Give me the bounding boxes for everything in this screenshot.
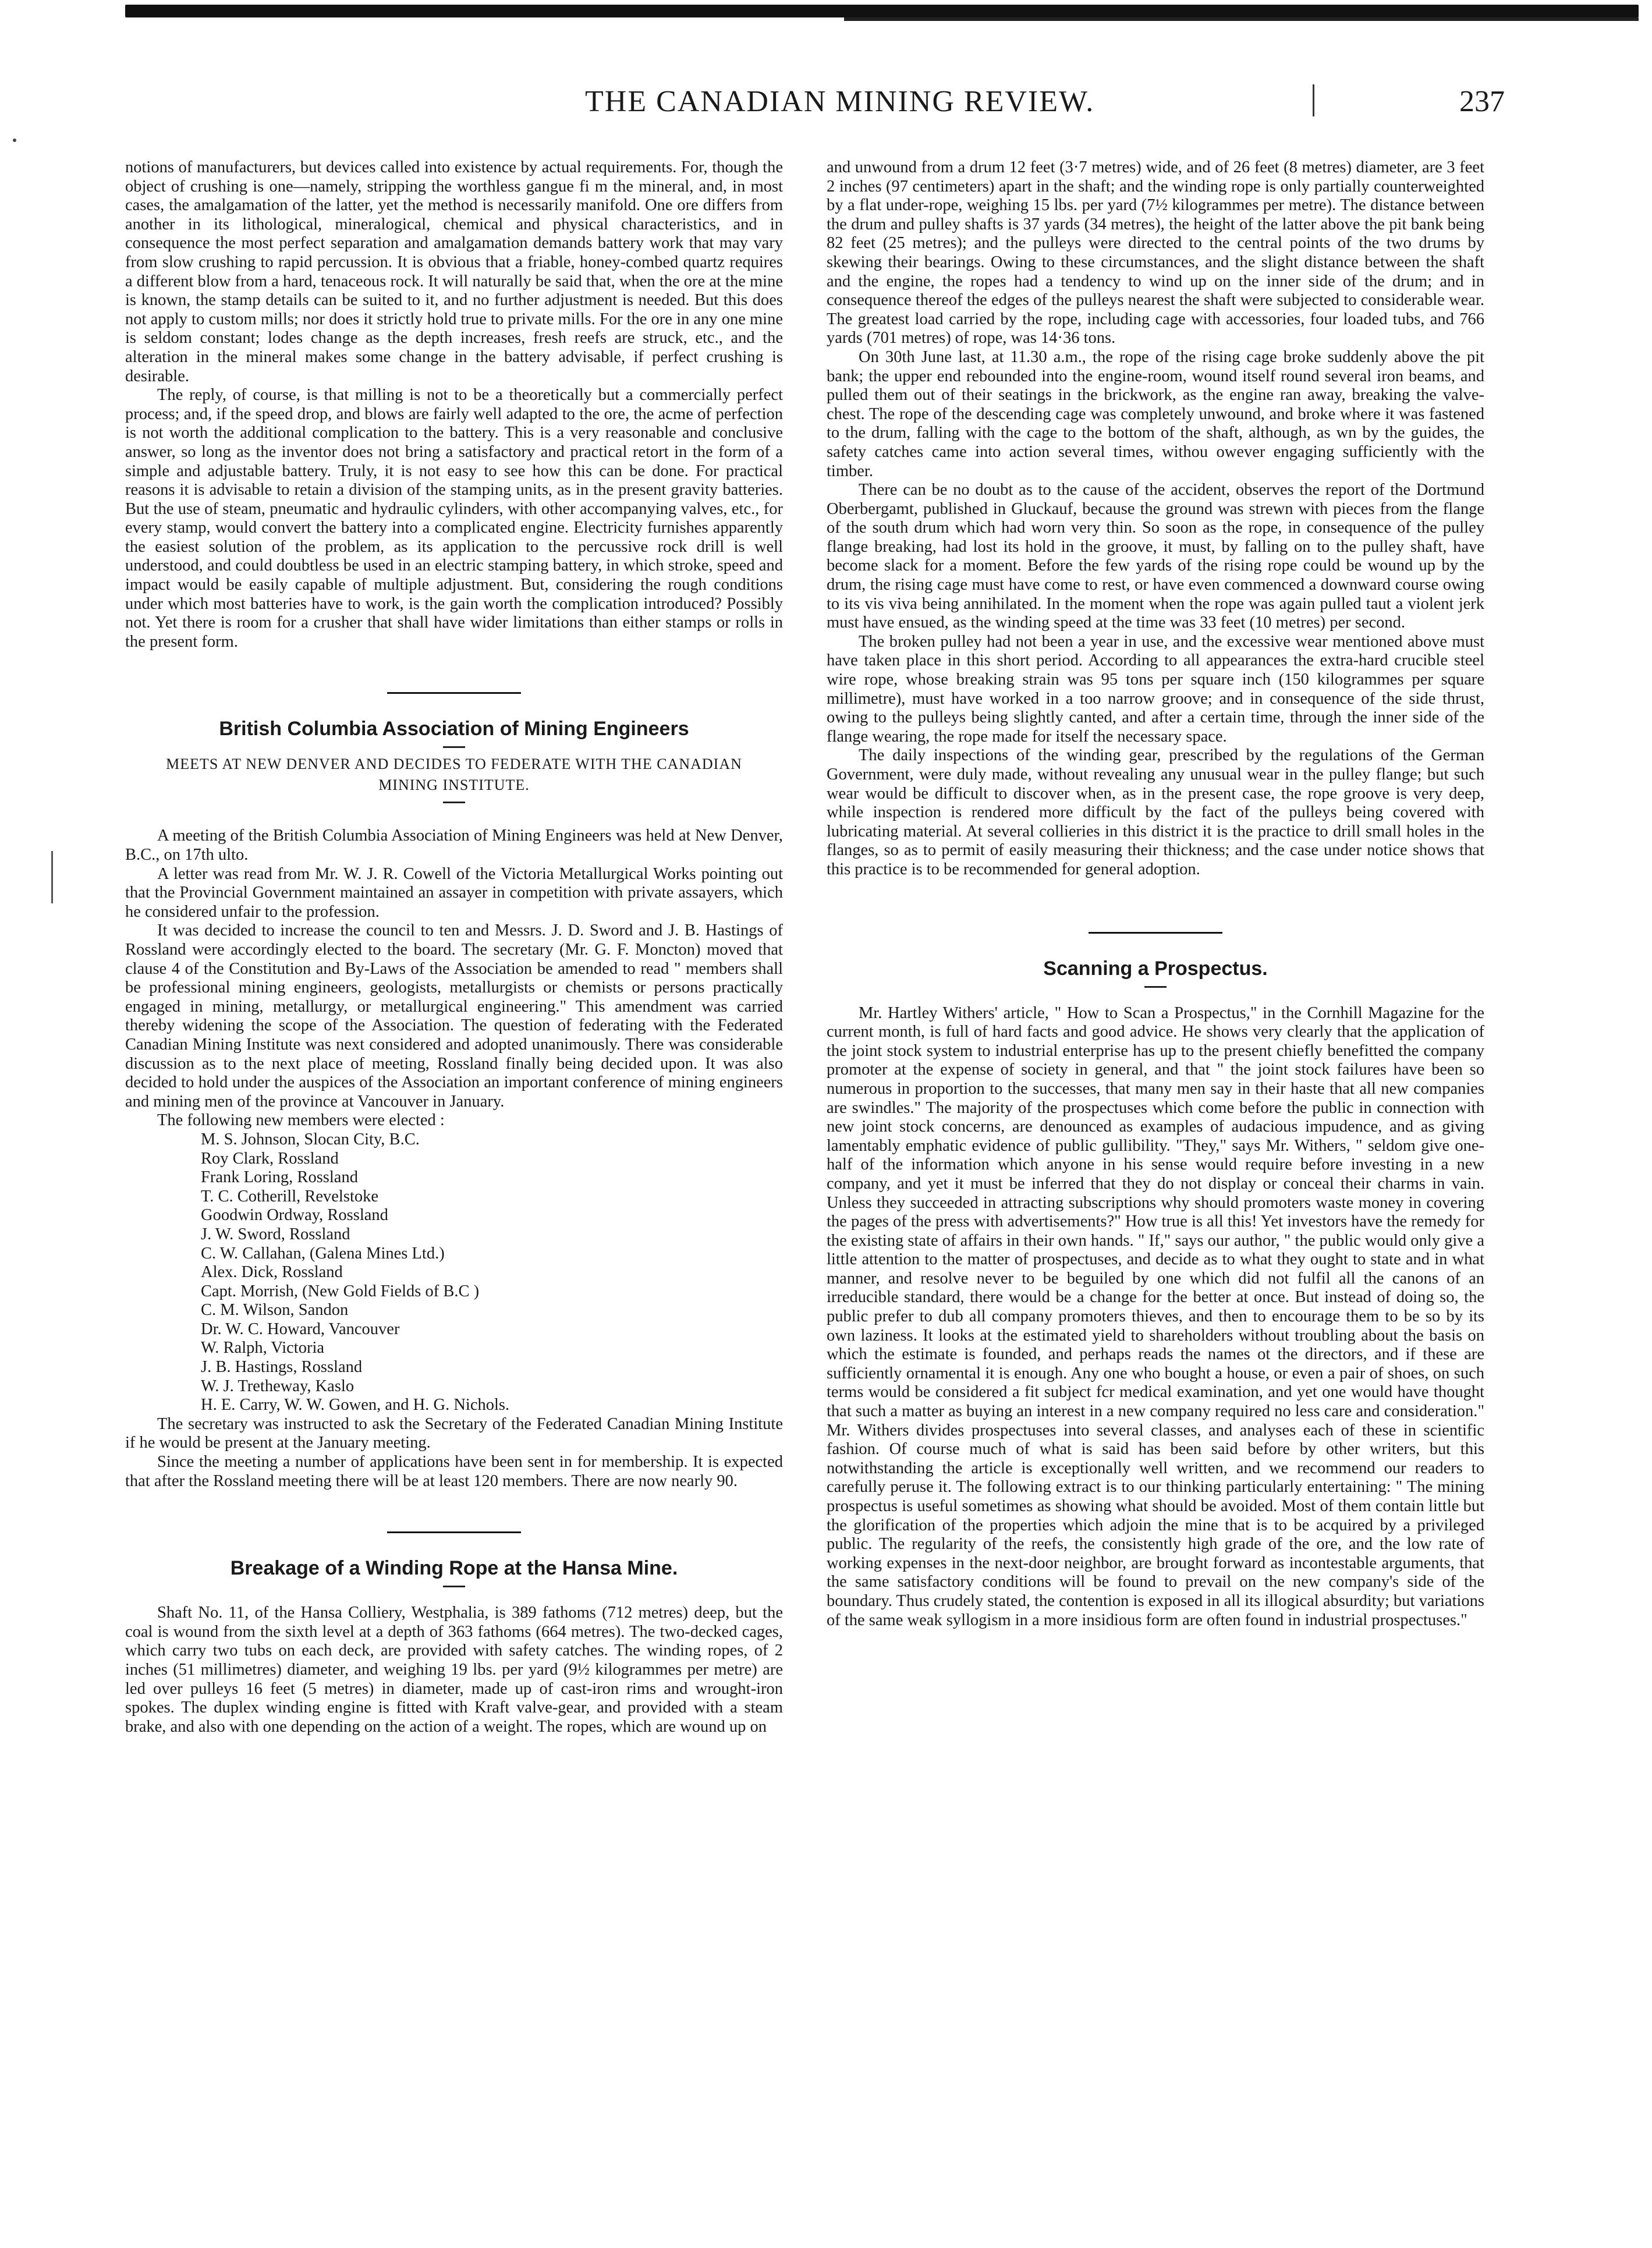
list-item: H. E. Carry, W. W. Gowen, and H. G. Nichols. [201, 1396, 510, 1414]
list-item: C. W. Callahan, (Galena Mines Ltd.) [201, 1244, 445, 1263]
section-subhead: MEETS AT NEW DENVER AND DECIDES TO FEDERATE WITH THE CANADIAN MINING INSTITUTE. [166, 756, 742, 794]
section-title-bc-association: British Columbia Association of Mining Engineers [219, 718, 689, 740]
article-paragraph: It was decided to increase the council to ten and Messrs. J. D. Sword and J. B. Hastings of Rossland were accordingly elected to the board. The secretary (Mr. G. F. Moncton) moved that clause 4 of the Constitution and By-Laws of the Association be amended to read " members shall be professional mining engineers, geologists, metallurgists or chemists or persons practically engaged in mining, metallurgy, or metallurgical engineering." This amendment was carried thereby widening the scope of the Association. The question of federating with the Federated Canadian Mining Institute was next considered and adopted unanimously. There was considerable discussion as to the next place of meeting, Rossland finally being decided upon. It was also decided to hold under the auspices of the Association an important conference of mining engineers and mining men of the province at Vancouver in January. [125, 921, 783, 1111]
article-paragraph: The secretary was instructed to ask the Secretary of the Federated Canadian Mining Institute if he would be present at the January meeting. [125, 1414, 783, 1452]
running-title: THE CANADIAN MINING REVIEW. [585, 85, 1095, 118]
article-paragraph: The following new members were elected : [157, 1111, 445, 1130]
article-paragraph: A meeting of the British Columbia Association of Mining Engineers was held at New Denver, B.C., on 17th ulto. [125, 827, 783, 864]
list-item: Goodwin Ordway, Rossland [201, 1206, 388, 1225]
list-item: Frank Loring, Rossland [201, 1168, 358, 1187]
list-item: T. C. Cotherill, Revelstoke [201, 1187, 379, 1205]
top-border-rule [125, 5, 1639, 17]
section-title-hansa-mine: Breakage of a Winding Rope at the Hansa Mine. [230, 1557, 678, 1580]
list-item: W. Ralph, Victoria [201, 1339, 325, 1357]
article-paragraph: A letter was read from Mr. W. J. R. Cowell of the Victoria Metallurgical Works pointing out that the Provincial Government maintained an assayer in competition with private assayers, which he considered unfair to the profession. [125, 864, 783, 921]
section-title-prospectus: Scanning a Prospectus. [1043, 957, 1268, 980]
header-mark [1313, 84, 1314, 116]
article-paragraph: notions of manufacturers, but devices called into existence by actual requirements. For, though the object of crushing is one—namely, stripping the worthless gangue fi m the mineral, and, in most cases, the amalgamation of the latter, yet the method is necessarily manifold. One ore differs from another in its lithological, mineralogical, chemical and physical characteristics, and in consequence the most perfect separation and amalgamation demands battery work that may vary from slow crushing to rapid percussion. It is obvious that a friable, honey-combed quartz requires a different blow from a hard, tenaceous rock. It will naturally be said that, when the ore at the mine is known, the stamp details can be suited to it, and no further adjustment is needed. But this does not apply to custom mills; nor does it strictly hold true to private mills. For the ore in any one mine is seldom constant; lodes change as the depth increases, fresh reefs are struck, etc., and the alteration in the mineral makes some change in the battery advisable, if perfect crushing is desirable. [125, 158, 783, 385]
list-item: Alex. Dick, Rossland [201, 1263, 343, 1282]
title-dash [443, 746, 465, 748]
article-paragraph: Mr. Hartley Withers' article, " How to Scan a Prospectus," in the Cornhill Magazine for the current month, is full of hard facts and good advice. He shows very clearly that the application of the joint stock system to industrial enterprise has up to the present chiefly benefitted the company promoter at the expense of society in general, and that " the joint stock failures have been so numerous in proportion to the successes, that many men say in their haste that all new companies are swindles." The majority of the prospectuses which come before the public in connection with new joint stock concerns, are denounced as examples of audacious impudence, and as giving lamentably emphatic evidence of public gullibility. "They," says Mr. Withers, " seldom give one-half of the information which anyone in his sense would require before investing in a new company, and yet it must be inferred that they do not display or conceal their charms in vain. Unless they succeeded in attracting subscriptions why should promoters waste money in covering the pages of the press with advertisements?" How true is all this! Yet investors have the remedy for the existing state of affairs in their own hands. " If," says our author, " the public would only give a little attention to the matter of prospectuses, and decide as to what they ought to state and in what manner, and resolve never to be beguiled by one which did not fulfil all the canons of an irreducible standard, there would be a change for the better at once. But instead of doing so, the public prefer to dub all company promoters thieves, and then to encourage them to be so by its own laziness. It looks at the estimated yield to shareholders without troubling about the basis on which the estimate is founded, and perhaps reads the names ot the directors, and if these are sufficiently ornamental it is enough. Any one who bought a house, or even a pair of shoes, on such terms would be considered a fit subject fcr medical examination, and yet one would have thought that such a matter as buying an interest in a new company required no less care and consideration." Mr. Withers divides prospectuses into several classes, and analyses each of these in scientific fashion. Of course much of what is said has been said before by other writers, but this notwithstanding the article is exceptionally well written, and we recommend our readers to carefully peruse it. The following extract is to our thinking particularly entertaining: " The mining prospectus is useful sometimes as showing what should be avoided. Most of them contain little but the glorification of the properties which adjoin the mine that is to be acquired by a privileged public. The regularity of the reefs, the consistently high grade of the ore, and the low rate of working expenses in the next-door neighbor, are brought forward as incontestable arguments, that the same satisfactory conditions will be found to prevail on the new company's side of the boundary. Thus crudely stated, the contention is exposed in all its illogical absurdity; but variations of the same weak syllogism in a more insidious form are often found in industrial prospectuses." [827, 1004, 1484, 1629]
article-paragraph: The daily inspections of the winding gear, prescribed by the regulations of the German Government, were duly made, without revealing any unusual wear in the pulley flange; but such wear would be difficult to discover when, as in the present case, the rope groove is very deep, while inspection is rendered more difficult by the fact of the pulleys being covered with lubricating material. At several collieries in this district it is the practice to drill small holes in the flanges, so as to permit of easily measuring their thickness; and the case under notice shows that this practice is to be recommended for general adoption. [827, 746, 1484, 878]
member-list [125, 1130, 783, 1415]
margin-mark [51, 851, 53, 903]
title-dash [443, 1586, 465, 1587]
article-paragraph: Shaft No. 11, of the Hansa Colliery, Westphalia, is 389 fathoms (712 metres) deep, but the coal is wound from the sixth level at a depth of 363 fathoms (664 metres). The two-decked cages, which carry two tubs on each deck, are provided with safety catches. The winding ropes, of 2 inches (51 millimetres) diameter, and weighing 19 lbs. per yard (9½ kilogrammes per metre) are led over pulleys 16 feet (5 metres) in diameter, made up of cast-iron rims and wrought-iron spokes. The duplex winding engine is fitted with Kraft valve-gear, and provided with a steam brake, and also with one depending on the action of a weight. The ropes, which are wound up on [125, 1604, 783, 1736]
title-dash [443, 802, 465, 803]
list-item: J. B. Hastings, Rossland [201, 1358, 363, 1377]
left-column [125, 158, 783, 1736]
title-dash [1144, 986, 1167, 988]
article-paragraph: The broken pulley had not been a year in use, and the excessive wear mentioned above must have taken place in this short period. According to all appearances the extra-hard crucible steel wire rope, whose breaking strain was 95 tons per square inch (150 kilogrammes per square millimetre), must have worked in a too narrow groove; and in consequence of the side thrust, owing to the pulleys being slightly canted, and after a certain time, through the inner side of the flange wearing, the rope made for itself the necessary space. [827, 632, 1484, 746]
list-item: W. J. Tretheway, Kaslo [201, 1377, 354, 1395]
list-item: Roy Clark, Rossland [201, 1149, 339, 1168]
article-paragraph: On 30th June last, at 11.30 a.m., the rope of the rising cage broke suddenly above the pit bank; the upper end rebounded into the engine-room, wound itself round several iron beams, and pulled them out of their seatings in the brickwork, as the engine ran away, breaking the valve-chest. The rope of the descending cage was completely unwound, and broke where it was fastened to the drum, falling with the cage to the bottom of the shaft, although, as wn by the guides, the safety catches came into action several times, withou owever engaging sufficiently with the timber. [827, 348, 1484, 480]
list-item: M. S. Johnson, Slocan City, B.C. [201, 1130, 420, 1148]
article-paragraph: Since the meeting a number of applications have been sent in for membership. It is expected that after the Rossland meeting there will be at least 120 members. There are now nearly 90. [125, 1453, 783, 1490]
article-paragraph: The reply, of course, is that milling is not to be a theoretically but a commercially perfect process; and, if the speed drop, and blows are fairly well adapted to the ore, the acme of perfection is not worth the additional complication to the battery. This is a very reasonable and conclusive answer, so long as the inventor does not bring a satisfactory and practical retort in the form of a simple and adjustable battery. Truly, it is not easy to see how this can be done. For practical reasons it is advisable to retain a division of the stamping units, as in the present gravity batteries. But the use of steam, pneumatic and hydraulic cylinders, with other accompanying valves, etc., for every stamp, would convert the battery into a complicated engine. Electricity furnishes apparently the easiest solution of the problem, as its application to the percussive rock drill is well understood, and could doubtless be used in an electric stamping battery, in which stroke, speed and impact would be easily capable of multiple adjustment. But, considering the rough conditions under which most batteries have to work, is the gain worth the complication introduced? Possibly not. Yet there is room for a crusher that shall have wider limitations than either stamps or rolls in the present form. [125, 386, 783, 651]
list-item: Dr. W. C. Howard, Vancouver [201, 1320, 400, 1338]
page-header [125, 84, 1505, 131]
list-item: C. M. Wilson, Sandon [201, 1301, 349, 1320]
list-item: J. W. Sword, Rossland [201, 1225, 350, 1243]
right-column [827, 158, 1484, 1630]
list-item: Capt. Morrish, (New Gold Fields of B.C ) [201, 1282, 480, 1300]
top-border-rule-thin [844, 17, 1639, 21]
margin-dot [13, 139, 16, 142]
article-paragraph: There can be no doubt as to the cause of the accident, observes the report of the Dortmund Oberbergamt, published in Gluckauf, because the ground was strewn with pieces from the flange of the south drum which had worn very thin. So soon as the rope, in consequence of the pulley flange breaking, had lost its hold in the groove, it must, by falling on to the pulley shaft, have become slack for a moment. Before the few yards of the rising rope could be wound up by the drum, the rising cage must have come to rest, or have even commenced a downward course owing to its vis viva being annihilated. In the moment when the rope was again pulled taut a violent jerk must have ensued, as the winding speed at the time was 33 feet (10 metres) per second. [827, 481, 1484, 632]
page-number: 237 [1459, 85, 1505, 118]
article-paragraph: and unwound from a drum 12 feet (3·7 metres) wide, and of 26 feet (8 metres) diameter, are 3 feet 2 inches (97 centimeters) apart in the shaft; and the winding rope is only partially counterweighted by a flat under-rope, weighing 15 lbs. per yard (7½ kilogrammes per metre). The distance between the drum and pulley shafts is 37 yards (34 metres), the height of the latter above the pit bank being 82 feet (25 metres); and the pulleys were directed to the central points of the two drums by skewing their bearings. Owing to these circumstances, and the slight distance between the shaft and the engine, the ropes had a tendency to wind up on the inner side of the drum; and in consequence thereof the edges of the pulleys nearest the shaft were subjected to considerable wear. The greatest load carried by the rope, including cage with accessories, four loaded tubs, and 766 yards (701 metres) of rope, was 14·36 tons. [827, 158, 1484, 348]
